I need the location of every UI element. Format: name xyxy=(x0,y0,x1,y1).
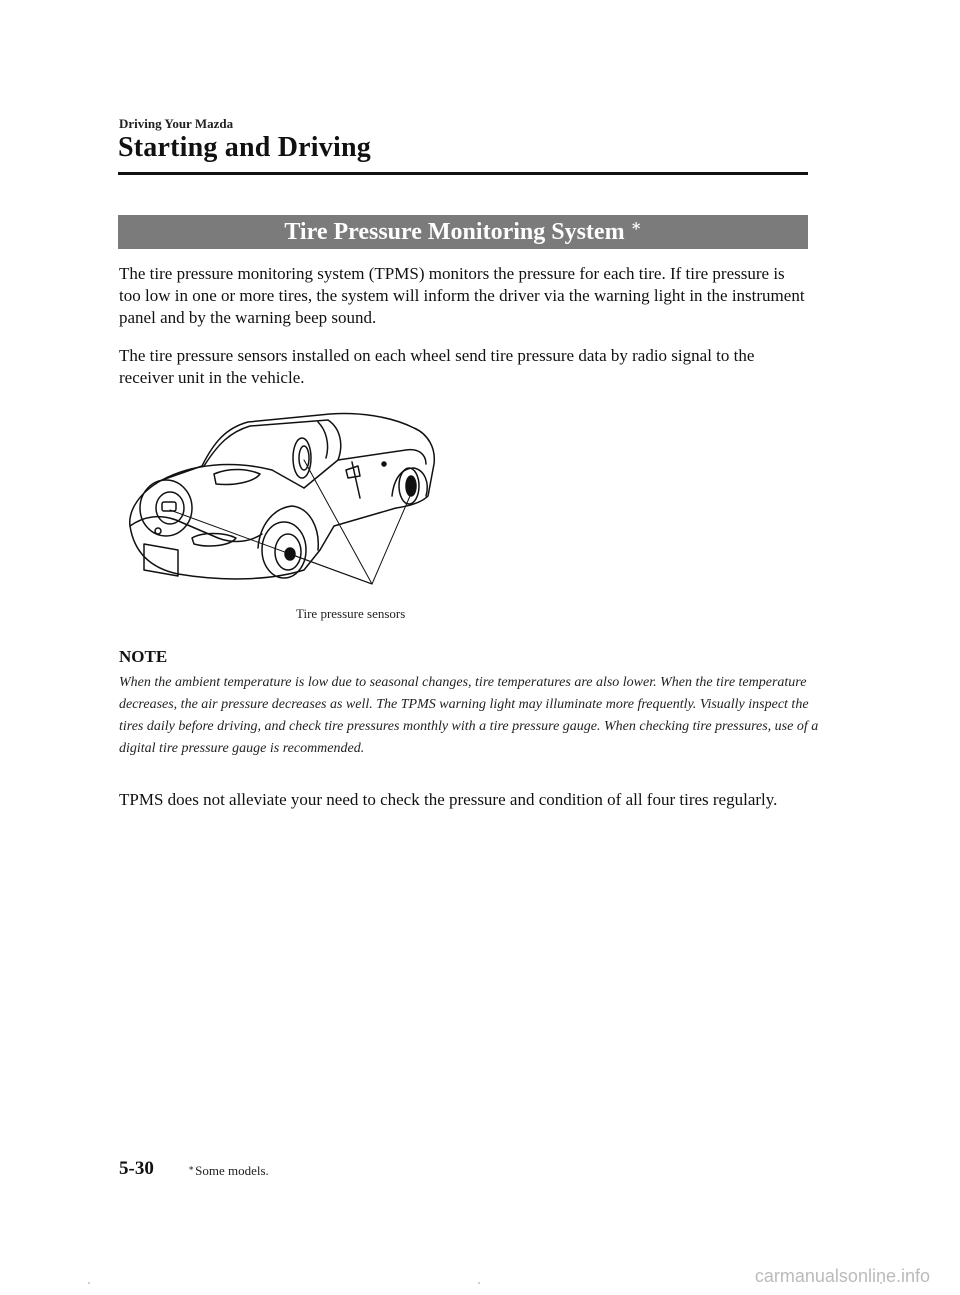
footnote xyxy=(188,1163,269,1179)
header-rule xyxy=(118,172,808,175)
note-text: When the ambient temperature is low due to seasonal changes, tire temperatures are also lower. When the tire temperature decreases, the air pressure decreases as well. The TPMS warning light may illuminate more frequently. Visually inspect the tires daily before driving, and check tire pressures monthly with a tire pressure gauge. When checking tire pressures, use of a digital tire pressure gauge is recommended. xyxy=(119,675,819,756)
intro-paragraph: The tire pressure monitoring system (TPMS) monitors the pressure for each tire. If tire pressure is too low in one or more tires, the system will inform the driver via the warning light in the instrument panel and by the warning beep sound. xyxy=(119,264,805,327)
footnote-marker: ∗ xyxy=(188,1163,195,1173)
breadcrumb: Driving Your Mazda xyxy=(119,116,234,131)
some-models-marker: ∗ xyxy=(630,218,642,235)
page-number: 5-30 xyxy=(119,1158,154,1179)
watermark: carmanualsonline.info xyxy=(754,1266,930,1286)
section-title: Starting and Driving xyxy=(118,132,371,163)
page-dot xyxy=(478,1282,480,1284)
footnote-text: Some models. xyxy=(195,1163,269,1178)
tpms-reminder-paragraph: TPMS does not alleviate your need to check the pressure and condition of all four tires regularly. xyxy=(119,790,778,809)
car-tire-sensor-illustration xyxy=(122,398,452,588)
figure-caption: Tire pressure sensors xyxy=(296,606,406,621)
note-title: NOTE xyxy=(119,647,168,666)
sensor-paragraph: The tire pressure sensors installed on each wheel send tire pressure data by radio signal to the receiver unit in the vehicle. xyxy=(119,346,755,387)
topic-banner xyxy=(118,215,808,249)
topic-title: Tire Pressure Monitoring System xyxy=(284,218,625,245)
page-dot xyxy=(88,1282,90,1284)
